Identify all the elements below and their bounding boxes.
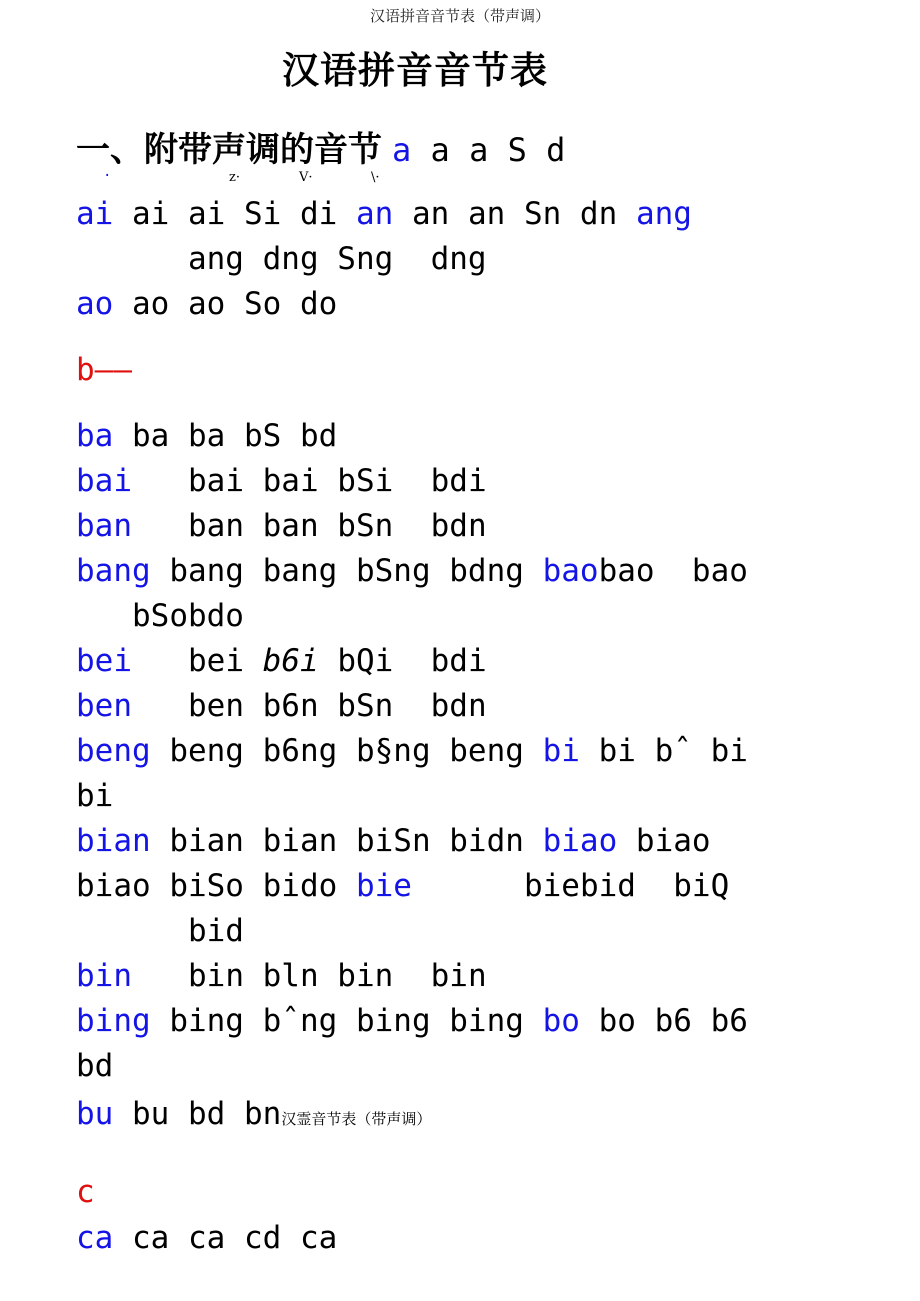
syllable-line-ca [76,1220,337,1256]
tone-mark-3: V· [299,170,313,185]
syllable-line-beng [76,733,748,769]
syllable-ao: ao [76,286,114,322]
syllable-bi: bi [542,733,580,769]
syllable-bo: bo [542,1003,580,1039]
heading-syllable: a [392,131,412,169]
syllable-bu: bu [76,1096,114,1132]
tones-ba: ba ba bS bd [113,418,338,454]
footer-note: 汉霊音节表 [281,1110,357,1128]
tones-ao: ao ao So do [113,286,338,322]
syllable-line-bin [76,958,487,994]
syllable-line-bai [76,463,487,499]
tones-bin: bin bln bin bin [132,958,487,994]
tones-bang: bang bang bSng bdng [150,553,543,589]
tones-biao: biao [617,823,711,859]
tones-bing: bing bˆng bing bing [150,1003,543,1039]
syllable-line-bie [76,868,729,904]
syllable-line-ban [76,508,487,544]
syllable-line-bing [76,1003,748,1039]
syllable-line-ba [76,418,337,454]
syllable-bie: bie [355,868,412,904]
tones-beng: beng b6ng b§ng beng [150,733,543,769]
tone-mark-4: \· [371,170,380,185]
syllable-bai: bai [76,463,132,499]
tones-bi: bi bˆ bi [579,733,748,769]
syllable-bian: bian [76,823,151,859]
syllable-ang: ang [635,196,692,232]
syllable-ca: ca [76,1220,114,1256]
tones-ca: ca ca cd ca [113,1220,338,1256]
tones-bai: bai bai bSi bdi [132,463,487,499]
syllable-bin: bin [76,958,132,994]
tone-dot: · [103,168,112,184]
letter-heading-c: c [76,1174,95,1210]
syllable-an: an [355,196,394,232]
syllable-line-bang [76,553,748,589]
letter-heading-b: b—— [76,352,132,388]
syllable-line-bei [76,643,487,679]
syllable-ban: ban [76,508,132,544]
syllable-line-bao-cont: bSobdo [76,598,244,634]
syllable-ai: ai [76,196,114,232]
syllable-line-ao [76,286,337,322]
syllable-beng: beng [76,733,151,769]
tones-bian: bian bian biSn bidn [150,823,543,859]
tones-bei-2: bQi bdi [318,643,487,679]
syllable-line-bu [76,1096,431,1132]
syllable-line-bian [76,823,711,859]
syllable-line-bie-cont: bid [76,913,244,949]
tones-bu: bu bd bn [113,1096,282,1132]
syllable-bang: bang [76,553,151,589]
tones-ben: ben b6n bSn bdn [132,688,487,724]
tones-ai: ai ai Si di [113,196,356,232]
syllable-line-bi-cont: bi [76,778,114,814]
footer-note-paren: （带声调） [356,1110,432,1128]
running-header: 汉语拼音音节表（带声调） [369,7,550,25]
syllable-ben: ben [76,688,132,724]
syllable-line-ben [76,688,487,724]
tone-mark-2: z· [229,170,240,185]
tone-marks-row [0,170,920,190]
syllable-bing: bing [76,1003,151,1039]
tones-bao: bao bao [598,553,748,589]
tones-an: an an Sn dn [393,196,636,232]
tones-ban: ban ban bSn bdn [132,508,487,544]
syllable-line-ai [76,196,692,232]
tones-bie: biebid biQ [411,868,730,904]
syllable-line-ang-cont: ang dng Sng dng [76,241,487,277]
tones-bo: bo b6 b6 [579,1003,748,1039]
syllable-biao: biao [542,823,618,859]
syllable-line-bo-cont: bd [76,1048,114,1084]
heading-tones: a a S d [430,131,566,169]
syllable-ba: ba [76,418,114,454]
section-heading [76,122,565,171]
page-title: 汉语拼音音节表 [282,49,548,92]
tones-biao-cont: biao biSo bido [76,868,356,904]
syllable-bei: bei [76,643,132,679]
tones-bei-1: bei [132,643,263,679]
section-heading-text: 一、附带声调的音节 [76,130,382,170]
tones-bei-italic: b6i [262,643,319,679]
syllable-bao: bao [542,553,599,589]
